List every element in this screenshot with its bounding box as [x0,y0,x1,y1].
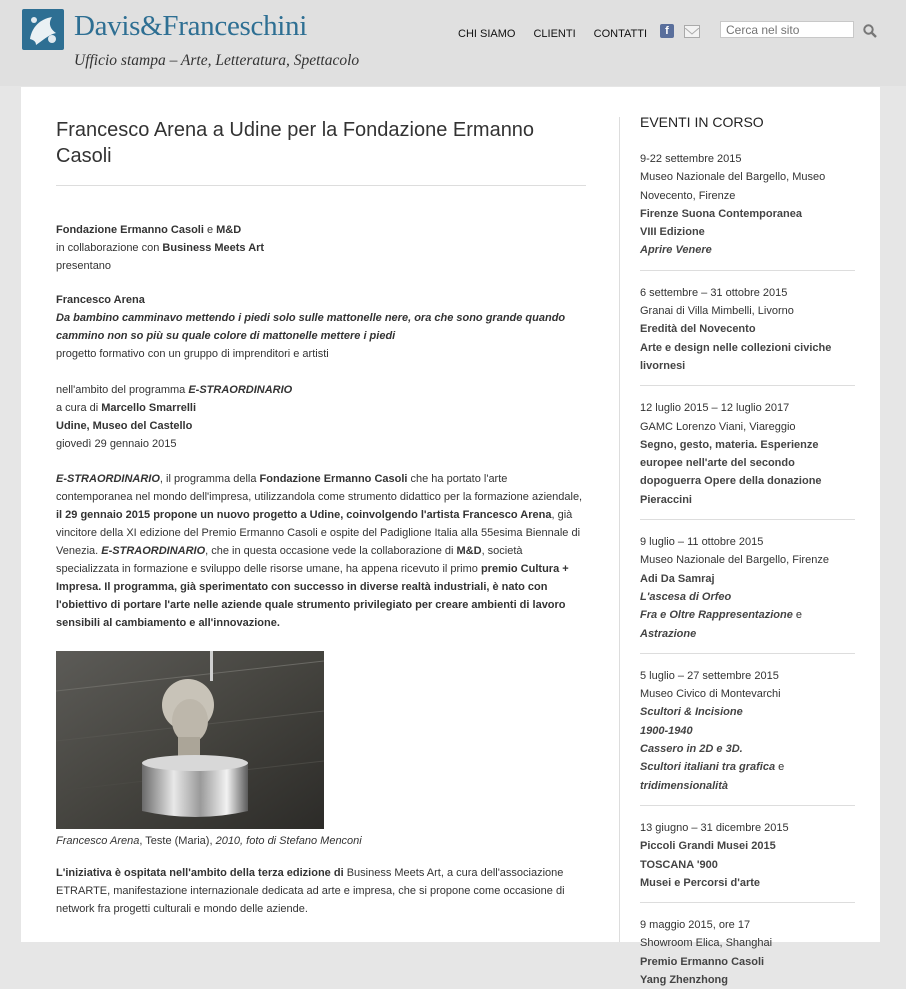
event-title[interactable]: Arte e design nelle collezioni civiche livornesi [640,341,832,372]
event-separator [640,902,855,903]
event-title[interactable]: Astrazione [640,627,697,640]
event-date: 12 luglio 2015 – 12 luglio 2017 [640,402,790,415]
event-date: 9 luglio – 11 ottobre 2015 [640,536,764,549]
event-separator [640,270,855,271]
site-header [0,0,906,86]
event-title[interactable]: tridimensionalità [640,779,729,792]
sidebar-title: EVENTI IN CORSO [640,114,764,130]
event-title[interactable]: Musei e Percorsi d'arte [640,876,761,889]
search-icon[interactable] [863,24,877,38]
event-item[interactable] [640,533,855,643]
caption-credit: 2010, foto di Stefano Menconi [215,835,362,847]
project-desc: progetto formativo con un gruppo di imprenditori e artisti [56,348,329,360]
caption-work: , Teste (Maria), [139,835,216,847]
event-separator [640,519,855,520]
nav-contatti[interactable]: CONTATTI [593,28,648,40]
program-curator: Marcello Smarrelli [101,402,197,414]
paragraph-text: , società specializzata in formazione e sviluppo delle risorse umane, ha appena ricevuto il primo [56,545,523,575]
intro-presentano: presentano [56,260,112,272]
event-title[interactable]: Segno, gesto, materia. Esperienze europee nell'arte del secondo dopoguerra Opere della donazione Pieraccini [640,438,822,506]
paragraph-bold: premio Cultura + Impresa. Il programma, già sperimentato con successo in diverse realtà industriali, è nato con l'obiettivo di portare l'arte nelle aziende quale strumento privilegiato per creare ambienti di lavoro sensibili al cambiamento e all'innovazione. [56,563,569,629]
paragraph-text: Business Meets Art, a cura dell'associazione ETRARTE, manifestazione internazionale dedicata ad arte e impresa, che si propone come occasione di network fra progetti culturali e mondo delle aziende. [56,867,565,915]
brand-name[interactable]: Davis&Franceschini [74,10,307,42]
program-venue: Udine, Museo del Castello [56,420,193,432]
event-title[interactable]: Cassero in 2D e 3D. [640,743,743,756]
paragraph-bold: M&D [456,545,482,557]
event-title[interactable]: Fra e Oltre Rappresentazione e [640,609,803,622]
event-title[interactable]: Yang Zhenzhong [640,973,728,986]
paragraph-bold: L'iniziativa è ospitata nell'ambito della terza edizione di [56,867,344,879]
photo-caption [56,835,586,847]
event-title[interactable]: Scultori italiani tra grafica e [640,761,785,774]
article-paragraph-1 [56,470,586,632]
event-place: Museo Nazionale del Bargello, Firenze [640,554,829,567]
event-place: GAMC Lorenzo Viani, Viareggio [640,420,796,433]
event-item[interactable] [640,150,855,260]
paragraph-text: , il programma della [159,473,260,485]
event-separator [640,653,855,654]
program-name: E-STRAORDINARIO [101,545,206,557]
event-item[interactable] [640,819,855,892]
mail-icon[interactable] [684,25,700,38]
intro-org: Fondazione Ermanno Casoli [56,224,204,236]
article-paragraph-2 [56,864,586,918]
event-title[interactable]: TOSCANA '900 [640,858,718,871]
program-text: a cura di [56,402,102,414]
project-title: Da bambino camminavo mettendo i piedi solo sulle mattonelle nere, ora che sono grande quando cammino non so più su quale colore di mattonelle mettere i piedi [56,312,566,342]
article-title: Francesco Arena a Udine per la Fondazione Ermanno Casoli [56,119,535,167]
title-divider [56,185,586,186]
intro-text: e [203,224,217,236]
event-item[interactable] [640,399,855,509]
intro-partner: Business Meets Art [162,242,265,254]
nav-clienti[interactable]: CLIENTI [533,28,576,40]
event-title[interactable]: 1900-1940 [640,724,693,737]
article-intro [56,221,586,275]
program-date: giovedì 29 gennaio 2015 [56,438,177,450]
paragraph-text: , già vincitore della XI edizione del Premio Ermanno Casoli e ospite del Padiglione Italia alla 55esima Biennale di Venezia. [56,509,581,557]
event-separator [640,385,855,386]
paragraph-text: , che in questa occasione vede la collaborazione di [205,545,457,557]
event-item[interactable] [640,667,855,795]
caption-artist: Francesco Arena [56,835,140,847]
event-separator [640,805,855,806]
paragraph-bold: Fondazione Ermanno Casoli [259,473,408,485]
paragraph-bold: il 29 gennaio 2015 propone un nuovo progetto a Udine, coinvolgendo l'artista Francesco Arena [56,509,552,521]
event-title[interactable]: Premio Ermanno Casoli [640,955,765,968]
event-title[interactable]: L'ascesa di Orfeo [640,590,732,603]
nav-chi-siamo[interactable]: CHI SIAMO [458,28,516,40]
event-date: 13 giugno – 31 dicembre 2015 [640,821,789,834]
event-title[interactable]: Eredità del Novecento [640,323,756,336]
search-input[interactable] [720,21,854,38]
event-title[interactable]: VIII Edizione [640,226,705,239]
intro-text: in collaborazione con [56,242,163,254]
project-artist: Francesco Arena [56,294,145,306]
program-name: E-STRAORDINARIO [188,384,293,396]
events-sidebar [640,114,855,989]
event-title[interactable]: Firenze Suona Contemporanea [640,207,802,220]
program-name: E-STRAORDINARIO [56,473,160,485]
article [56,117,586,918]
paragraph-text: che ha portato l'arte contemporanea nel mondo dell'impresa, utilizzandola come strumento didattico per la formazione aziendale, [56,473,583,503]
event-title[interactable]: Aprire Venere [640,244,712,257]
logo-icon[interactable] [22,9,64,50]
event-title[interactable]: Scultori & Incisione [640,706,743,719]
event-date: 5 luglio – 27 settembre 2015 [640,669,779,682]
event-place: Museo Nazionale del Bargello, Museo Novecento, Firenze [640,171,826,202]
event-place: Granai di Villa Mimbelli, Livorno [640,305,794,318]
program-text: nell'ambito del programma [56,384,189,396]
program-block [56,381,586,453]
event-date: 9 maggio 2015, ore 17 [640,919,751,932]
project-block [56,291,586,363]
event-title[interactable]: Piccoli Grandi Musei 2015 [640,840,776,853]
main-nav [458,28,665,40]
event-date: 6 settembre – 31 ottobre 2015 [640,286,788,299]
intro-org-2: M&D [216,224,242,236]
article-photo[interactable] [56,651,324,829]
event-title[interactable]: Adi Da Samraj [640,572,715,585]
event-item[interactable] [640,916,855,989]
brand-tagline: Ufficio stampa – Arte, Letteratura, Spettacolo [74,52,360,69]
facebook-icon[interactable]: f [660,24,674,38]
event-place: Showroom Elica, Shanghai [640,937,773,950]
event-date: 9-22 settembre 2015 [640,153,742,165]
page-content [21,87,880,986]
event-item[interactable] [640,284,855,375]
sidebar-divider [619,117,620,942]
event-place: Museo Civico di Montevarchi [640,688,781,701]
events-list [640,150,855,989]
